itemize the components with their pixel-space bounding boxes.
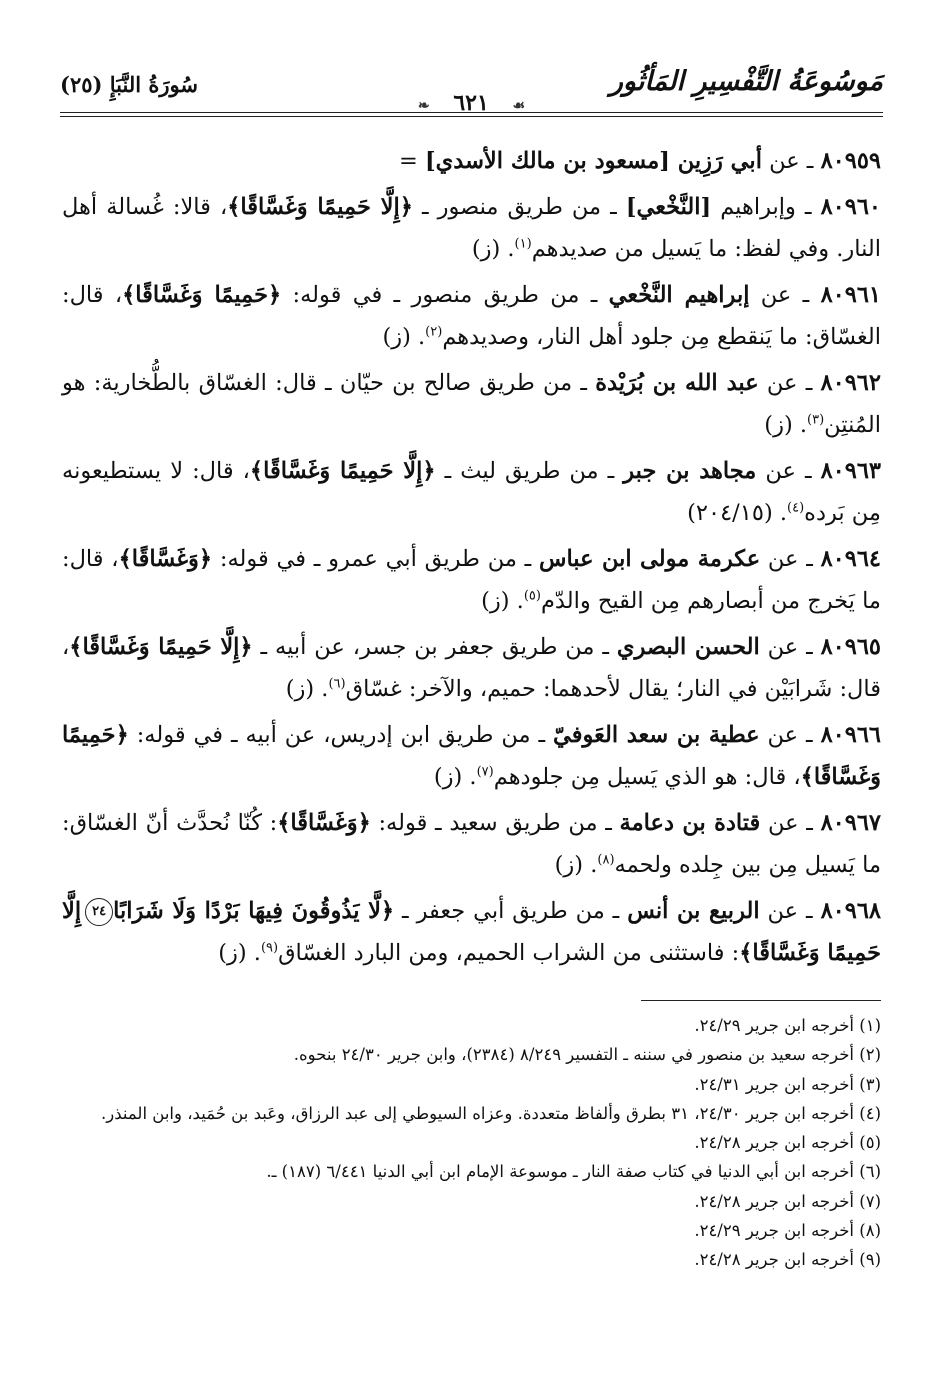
quran-quote: ﴿حَمِيمًا وَغَسَّاقًا﴾ xyxy=(62,721,881,790)
footnote-separator xyxy=(641,1000,881,1001)
narrator-name: أبي رَزِين [مسعود بن مالك الأسدي] xyxy=(425,148,762,174)
entry-number: ٨٠٩٦٤ xyxy=(820,545,881,572)
page-number: ٦٢١ xyxy=(445,90,496,116)
entry-text: ـ من طريق أبي عمرو ـ في قوله: xyxy=(212,545,539,572)
header-rule xyxy=(60,112,883,113)
footnote-ref: (٧) xyxy=(476,764,494,780)
entry-text: ـ من طريق منصور ـ xyxy=(412,193,626,220)
quran-quote: ﴿إِلَّا حَمِيمًا وَغَسَّاقًا﴾ xyxy=(69,633,253,660)
entry-text: . (ز) xyxy=(764,412,808,438)
ayah-number-badge: ٢٤ xyxy=(85,898,113,926)
quran-quote: ﴿وَغَسَّاقًا﴾ xyxy=(118,545,213,572)
footnote-ref: (٨) xyxy=(597,852,615,868)
entry-text: ـ من طريق أبي جعفر ـ xyxy=(394,897,628,924)
narration-entry xyxy=(62,714,881,799)
entry-number: ٨٠٩٦٥ xyxy=(820,633,881,660)
narrator-name: مجاهد بن جبر xyxy=(623,457,757,484)
entry-text: ـ من طريق منصور ـ في قوله: xyxy=(281,281,609,308)
quran-quote: إِلَّا حَمِيمًا وَغَسَّاقًا﴾ xyxy=(62,897,881,966)
footnote-ref: (١) xyxy=(514,236,532,252)
ornament-right-icon: ❧ xyxy=(410,98,438,114)
entry-text: . (ز) xyxy=(382,324,426,350)
footnote: (٦) أخرجه ابن أبي الدنيا في كتاب صفة النار ـ موسوعة الإمام ابن أبي الدنيا ٦/٤٤١ (١٨٧) ـ. xyxy=(266,1162,881,1182)
narration-entry xyxy=(62,362,881,447)
footnote: (٣) أخرجه ابن جرير ٢٤/٣١. xyxy=(694,1074,881,1094)
quran-quote: ﴿حَمِيمًا وَغَسَّاقًا﴾ xyxy=(122,281,282,308)
entry-text: ـ عن xyxy=(759,897,821,924)
entry-text: = xyxy=(398,148,425,174)
entry-text: ، قال: هو الذي يَسيل مِن جلودهم xyxy=(493,764,801,790)
surah-label: سُورَةُ النَّبَإِ (٢٥) xyxy=(60,72,198,97)
entry-number: ٨٠٩٦١ xyxy=(820,281,881,308)
book-title: مَوسُوعَةُ التَّفْسِيرِ المَأثُور xyxy=(609,66,883,97)
footnote: (٥) أخرجه ابن جرير ٢٤/٢٨. xyxy=(694,1133,881,1153)
entry-text: ، قال: ما يَخرج من أبصارهم مِن القيح والدّم xyxy=(62,545,881,614)
footnote: (٨) أخرجه ابن جرير ٢٤/٢٩. xyxy=(694,1221,881,1241)
narrator-name: عكرمة مولى ابن عباس xyxy=(538,545,761,572)
entry-number: ٨٠٩٦٢ xyxy=(820,369,881,396)
entry-text: . (ز) xyxy=(554,852,598,878)
quran-quote: ﴿إِلَّا حَمِيمًا وَغَسَّاقًا﴾ xyxy=(249,457,436,484)
entry-number: ٨٠٩٥٩ xyxy=(820,148,881,174)
header-rule-thin xyxy=(60,116,883,117)
quran-quote: ﴿وَغَسَّاقًا﴾ xyxy=(277,809,371,836)
entry-text: ـ عن xyxy=(760,809,821,836)
entry-text: . (ز) xyxy=(433,764,477,790)
entry-text: ـ من طريق صالح بن حيّان ـ قال: الغسّاق بالطُّخارية: هو المُنتِن xyxy=(62,369,881,438)
entry-text: ـ عن xyxy=(759,633,821,660)
entry-text: ـ عن xyxy=(758,369,821,396)
narrator-name: قتادة بن دعامة xyxy=(619,809,761,836)
entry-text: ـ عن xyxy=(761,148,821,174)
footnote-ref: (٩) xyxy=(260,940,279,956)
entry-number: ٨٠٩٦٧ xyxy=(820,809,882,836)
narration-entry xyxy=(62,450,881,535)
footnote: (٤) أخرجه ابن جرير ٢٤/٣٠، ٣١ بطرق وألفاظ متعددة. وعزاه السيوطي إلى عبد الرزاق، وعَبد بن حُمَيد، وابن المنذر. xyxy=(101,1103,881,1123)
entry-text: ـ عن xyxy=(756,457,821,484)
narrations-body xyxy=(62,140,881,978)
entry-text: ، قال: الغسّاق: ما يَنقطع مِن جلود أهل النار، وصديدهم xyxy=(62,281,881,350)
narration-entry xyxy=(62,626,881,711)
footnote-ref: (٥) xyxy=(523,588,541,604)
narrator-name: عطية بن سعد العَوفيّ xyxy=(553,721,760,748)
narration-entry xyxy=(62,538,881,623)
entry-text: ـ من طريق سعيد ـ قوله: xyxy=(370,809,620,836)
entry-text: . (ز) xyxy=(218,940,261,966)
footnote-ref: (٤) xyxy=(787,500,805,516)
footnote: (٢) أخرجه سعيد بن منصور في سننه ـ التفسير ٨/٢٤٩ (٢٣٨٤)، وابن جرير ٢٤/٣٠ بنحوه. xyxy=(293,1045,881,1065)
footnote-ref: (٢) xyxy=(425,324,443,340)
entry-text: . (ز) xyxy=(481,588,524,614)
narration-entry xyxy=(62,890,881,975)
entry-text: ، قالا: غُسالة أهل النار. وفي لفظ: ما يَسيل من صديدهم xyxy=(62,193,881,262)
entry-text: . (ز) xyxy=(285,676,329,702)
footnote-ref: (٦) xyxy=(328,676,346,692)
quran-quote: ﴿إِلَّا حَمِيمًا وَغَسَّاقًا﴾ xyxy=(227,193,413,220)
entry-number: ٨٠٩٦٨ xyxy=(820,897,881,924)
narrator-name: الحسن البصري xyxy=(616,633,760,660)
narration-entry xyxy=(62,802,881,887)
entry-text: ـ من طريق ابن إدريس، عن أبيه ـ في قوله: xyxy=(128,721,554,748)
entry-text: ـ عن xyxy=(759,721,821,748)
narration-entry xyxy=(62,186,881,271)
footnote: (٩) أخرجه ابن جرير ٢٤/٢٨. xyxy=(694,1250,881,1270)
narrator-name: عبد الله بن بُرَيْدة xyxy=(595,369,759,396)
entry-text: ـ من طريق ليث ـ xyxy=(435,457,624,484)
entry-text: ، قال: لا يستطيعونه مِن بَرده xyxy=(62,457,881,526)
page-header xyxy=(60,66,883,116)
footnote: (١) أخرجه ابن جرير ٢٤/٢٩. xyxy=(694,1016,881,1035)
ornament-left-icon: ☙ xyxy=(504,98,533,114)
quran-quote: ﴿لَّا يَذُوقُونَ فِيهَا بَرْدًا وَلَا شَرَابًا xyxy=(113,897,395,924)
footnote-ref: (٣) xyxy=(807,412,825,428)
narration-entry xyxy=(62,274,881,359)
footnote: (٧) أخرجه ابن جرير ٢٤/٢٨. xyxy=(694,1191,881,1211)
entry-text: ، قال: شَرابَيْن في النار؛ يقال لأحدهما: حميم، والآخر: غسّاق xyxy=(62,633,881,702)
entry-number: ٨٠٩٦٦ xyxy=(820,721,881,748)
entry-text: ـ وإبراهيم xyxy=(711,193,821,220)
entry-text: ـ عن xyxy=(749,281,821,308)
narrator-name: إبراهيم النَّخْعي xyxy=(608,281,750,308)
narrator-name: [النَّخْعي] xyxy=(625,193,712,220)
entry-number: ٨٠٩٦٠ xyxy=(820,193,882,220)
entry-text: . (٢٠٤/١٥) xyxy=(687,500,788,526)
entry-text: ـ من طريق جعفر بن جسر، عن أبيه ـ xyxy=(252,633,617,660)
entry-text: : فاستثنى من الشراب الحميم، ومن البارد الغسّاق xyxy=(278,940,740,966)
footnotes-section xyxy=(62,1011,881,1275)
narration-entry xyxy=(62,140,881,183)
narrator-name: الربيع بن أنس xyxy=(627,897,760,924)
entry-text: ـ عن xyxy=(760,545,821,572)
entry-text: . (ز) xyxy=(471,236,515,262)
entry-number: ٨٠٩٦٣ xyxy=(820,457,882,484)
entry-text: : كُنّا نُحدَّث أنّ الغسّاق: ما يَسيل مِن بين جِلده ولحمه xyxy=(62,809,881,878)
